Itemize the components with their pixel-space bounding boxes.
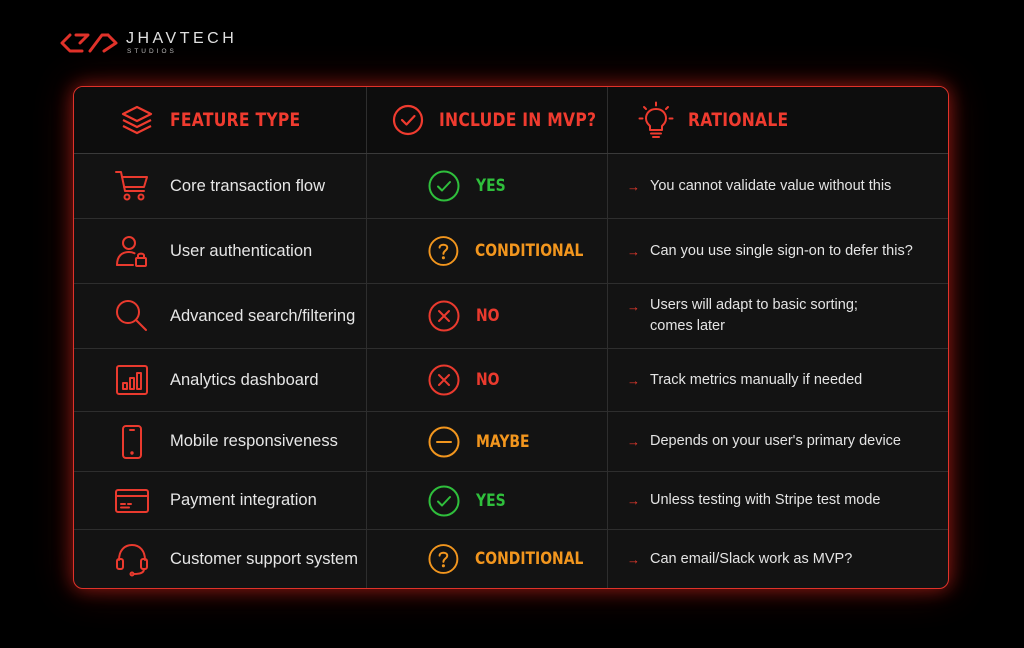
- mvp-feature-table: [73, 86, 949, 589]
- feature-label: Mobile responsiveness: [170, 432, 338, 450]
- rationale-text: Depends on your user's primary device: [650, 433, 901, 449]
- table-header: [74, 87, 948, 154]
- table-row: [74, 530, 948, 588]
- feature-label: User authentication: [170, 241, 313, 260]
- brand-logo: [60, 30, 237, 56]
- card-icon: [114, 483, 150, 519]
- header-rationale-label: RATIONALE: [688, 109, 789, 131]
- check-icon: [428, 485, 460, 517]
- status-badge: MAYBE: [476, 431, 530, 452]
- table-row: [74, 219, 948, 284]
- arrow-right-icon: →: [627, 178, 640, 194]
- feature-label: Analytics dashboard: [170, 370, 319, 389]
- table-row: [74, 349, 948, 412]
- arrow-right-icon: →: [627, 243, 640, 259]
- feature-label: Customer support system: [170, 549, 358, 568]
- x-circle-icon: [428, 364, 460, 396]
- status-badge: NO: [476, 306, 500, 326]
- rationale-text: Track metrics manually if needed: [650, 371, 863, 388]
- arrow-right-icon: →: [627, 493, 640, 508]
- minus-circle-icon: [428, 426, 460, 458]
- x-circle-icon: [428, 300, 460, 332]
- rationale-text: Can email/Slack work as MVP?: [650, 550, 853, 567]
- rationale-text: Unless testing with Stripe test mode: [650, 492, 881, 508]
- layers-icon: [120, 103, 154, 137]
- brand-mark-icon: [60, 30, 118, 56]
- question-icon: [428, 543, 459, 575]
- status-badge: CONDITIONAL: [474, 549, 584, 569]
- arrow-right-icon: →: [627, 551, 640, 567]
- table-row: [74, 412, 948, 472]
- status-badge: YES: [476, 176, 506, 196]
- rationale-text: Users will adapt to basic sorting; comes later: [650, 297, 858, 334]
- arrow-right-icon: →: [627, 299, 640, 314]
- status-badge: NO: [476, 370, 500, 390]
- lightbulb-icon: [638, 101, 674, 139]
- user-lock-icon: [114, 233, 150, 269]
- feature-label: Core transaction flow: [170, 176, 325, 195]
- brand-subtitle: STUDIOS: [127, 47, 177, 55]
- mobile-icon: [114, 424, 150, 460]
- status-badge: CONDITIONAL: [474, 241, 584, 261]
- table-row: [74, 472, 948, 530]
- header-include-mvp: [367, 87, 608, 153]
- header-include-label: INCLUDE IN MVP?: [439, 109, 597, 131]
- cart-icon: [114, 168, 150, 204]
- header-rationale: [608, 87, 948, 153]
- analytics-icon: [114, 362, 150, 398]
- headset-icon: [114, 541, 150, 577]
- feature-label: Payment integration: [170, 491, 317, 509]
- table-row: [74, 154, 948, 219]
- arrow-right-icon: →: [627, 434, 640, 449]
- rationale-text: You cannot validate value without this: [650, 177, 892, 194]
- check-circle-icon: [391, 103, 425, 137]
- rationale-text: Can you use single sign-on to defer this?: [650, 242, 913, 259]
- feature-label: Advanced search/filtering: [170, 306, 356, 325]
- search-icon: [114, 298, 150, 334]
- check-icon: [428, 170, 460, 202]
- status-badge: YES: [476, 490, 506, 511]
- table-row: [74, 284, 948, 349]
- header-feature-type: [74, 87, 367, 153]
- header-feature-label: FEATURE TYPE: [170, 109, 301, 131]
- arrow-right-icon: →: [627, 372, 640, 388]
- question-icon: [428, 235, 459, 267]
- brand-name: JHAVTECH: [126, 29, 238, 47]
